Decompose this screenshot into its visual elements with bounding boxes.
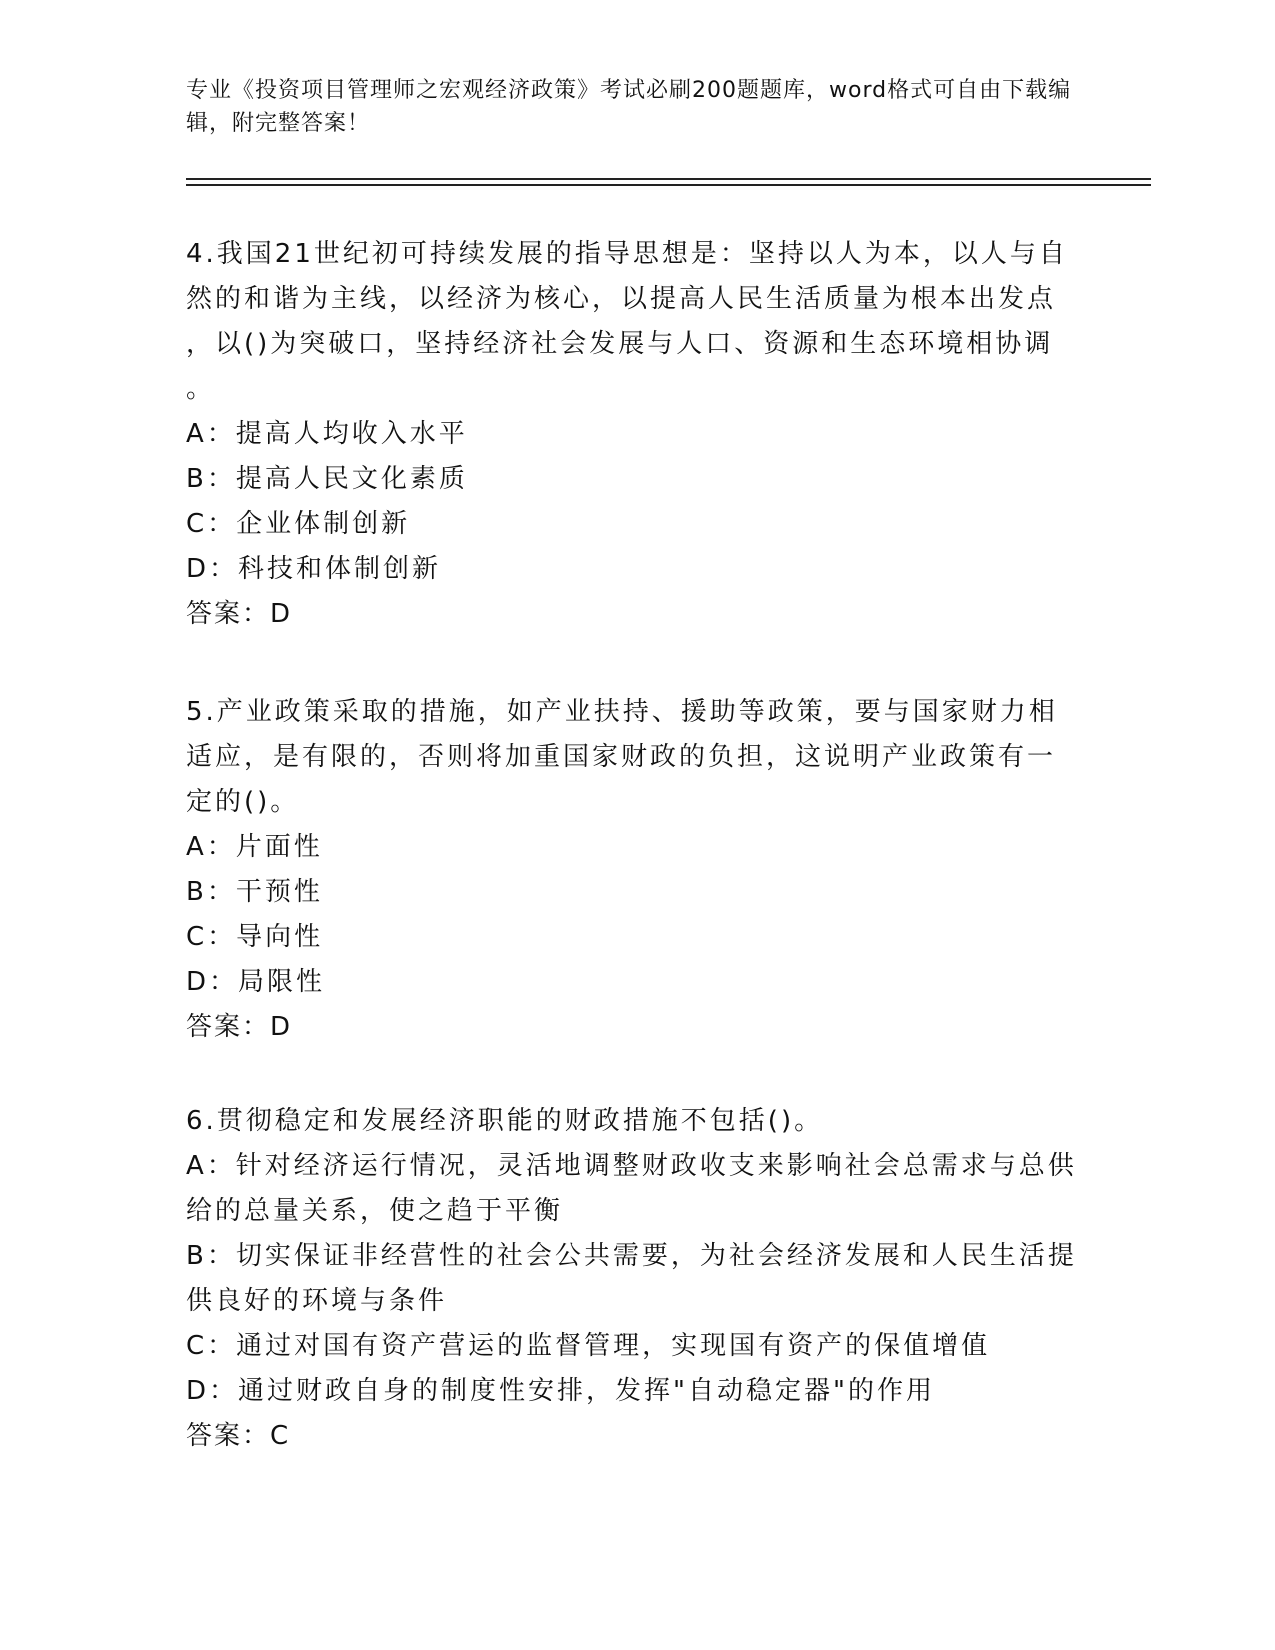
option-d: D：科技和体制创新 (186, 554, 442, 584)
question-stem-line: 然的和谐为主线，以经济为核心，以提高人民生活质量为根本出发点 (186, 284, 1057, 314)
option-b: B：提高人民文化素质 (186, 464, 468, 494)
question-stem-line: 。 (186, 374, 216, 404)
question-stem-line: 4.我国21世纪初可持续发展的指导思想是：坚持以人为本，以人与自 (186, 239, 1068, 269)
option-c: C：企业体制创新 (186, 509, 411, 539)
question-stem-line: 定的()。 (186, 787, 300, 817)
question-stem-line: 5.产业政策采取的措施，如产业扶持、援助等政策，要与国家财力相 (186, 697, 1058, 727)
answer: 答案：C (186, 1421, 291, 1451)
question-stem-line: ，以()为突破口，坚持经济社会发展与人口、资源和生态环境相协调 (186, 329, 1054, 359)
header-divider-top (186, 178, 1151, 180)
option-a-continued: 给的总量关系，使之趋于平衡 (186, 1196, 564, 1226)
question-4 (186, 232, 1086, 637)
question-stem-line: 适应，是有限的，否则将加重国家财政的负担，这说明产业政策有一 (186, 742, 1057, 772)
option-d: D：局限性 (186, 967, 326, 997)
option-c: C：通过对国有资产营运的监督管理，实现国有资产的保值增值 (186, 1331, 991, 1361)
option-a: A：提高人均收入水平 (186, 419, 468, 449)
header-divider-bottom (186, 184, 1151, 186)
option-a: A：针对经济运行情况，灵活地调整财政收支来影响社会总需求与总供 (186, 1151, 1077, 1181)
option-d: D：通过财政自身的制度性安排，发挥"自动稳定器"的作用 (186, 1376, 935, 1406)
question-stem-line: 6.贯彻稳定和发展经济职能的财政措施不包括()。 (186, 1106, 824, 1136)
option-b: B：切实保证非经营性的社会公共需要，为社会经济发展和人民生活提 (186, 1241, 1077, 1271)
question-5 (186, 690, 1086, 1050)
question-6 (186, 1099, 1086, 1459)
option-b: B：干预性 (186, 877, 323, 907)
document-header: 专业《投资项目管理师之宏观经济政策》考试必刷200题题库，word格式可自由下载编辑，附完整答案！ (186, 78, 1072, 136)
option-a: A：片面性 (186, 832, 323, 862)
option-c: C：导向性 (186, 922, 324, 952)
answer: 答案：D (186, 1012, 293, 1042)
answer: 答案：D (186, 599, 293, 629)
option-b-continued: 供良好的环境与条件 (186, 1286, 448, 1316)
